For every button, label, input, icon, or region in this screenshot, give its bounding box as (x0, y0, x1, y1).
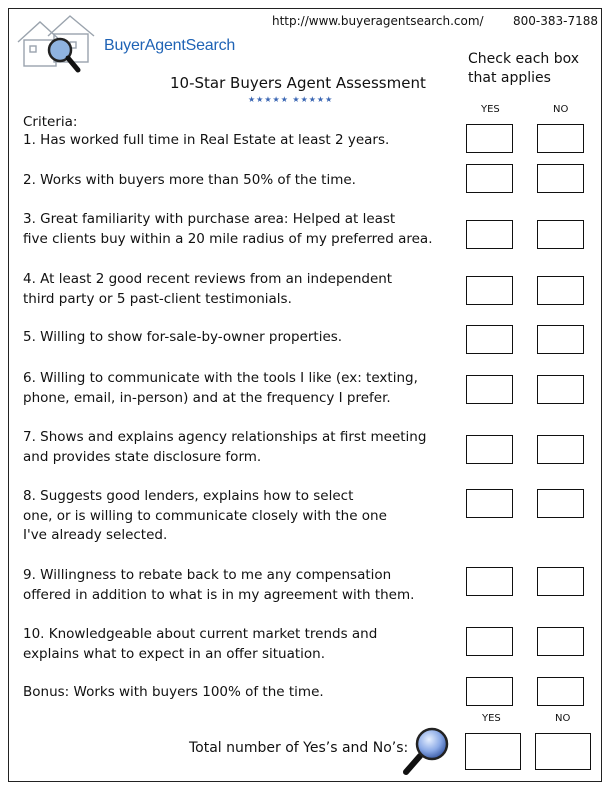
checkbox-no-3[interactable] (537, 220, 584, 249)
checkbox-yes-10[interactable] (466, 627, 513, 656)
checkbox-no-7[interactable] (537, 435, 584, 464)
total-yes-box[interactable] (465, 733, 521, 770)
totals-label: Total number of Yes’s and No’s: (189, 740, 409, 756)
criterion-8: 8. Suggests good lenders, explains how to select one, or is willing to communicate closely with the one I've already selected. (23, 488, 387, 543)
checkbox-yes-1[interactable] (466, 124, 513, 153)
checkbox-no-9[interactable] (537, 567, 584, 596)
magnifier-icon (398, 724, 458, 780)
checkbox-no-1[interactable] (537, 124, 584, 153)
star-rating-decoration: ★★★★★ ★★★★★ (248, 95, 334, 104)
checkbox-yes-7[interactable] (466, 435, 513, 464)
house-logo-icon (14, 12, 104, 78)
criterion-9: 9. Willingness to rebate back to me any compensation offered in addition to what is in my agreement with them. (23, 567, 415, 603)
checkbox-yes-bonus[interactable] (466, 677, 513, 706)
brand-name: BuyerAgentSearch (104, 37, 236, 54)
total-column-header-no: NO (555, 713, 571, 724)
criterion-4: 4. At least 2 good recent reviews from an independent third party or 5 past-client testimonials. (23, 271, 393, 307)
checkbox-yes-5[interactable] (466, 325, 513, 354)
criterion-6: 6. Willing to communicate with the tools I like (ex: texting, phone, email, in-person) and at the frequency I prefer. (23, 370, 418, 406)
criterion-7: 7. Shows and explains agency relationships at first meeting and provides state disclosure form. (23, 429, 427, 465)
checkbox-yes-9[interactable] (466, 567, 513, 596)
checkbox-yes-2[interactable] (466, 164, 513, 193)
instructions: Check each box that applies (468, 51, 580, 86)
checkbox-no-2[interactable] (537, 164, 584, 193)
total-no-box[interactable] (535, 733, 591, 770)
column-header-no: NO (553, 104, 569, 115)
criteria-heading: Criteria: (23, 114, 78, 130)
criterion-1: 1. Has worked full time in Real Estate at least 2 years. (23, 132, 390, 148)
checkbox-no-6[interactable] (537, 375, 584, 404)
checkbox-yes-3[interactable] (466, 220, 513, 249)
website-url[interactable]: http://www.buyeragentsearch.com/ (272, 14, 484, 28)
checkbox-yes-8[interactable] (466, 489, 513, 518)
checkbox-no-10[interactable] (537, 627, 584, 656)
page-title: 10-Star Buyers Agent Assessment (170, 74, 426, 92)
criterion-5: 5. Willing to show for-sale-by-owner properties. (23, 329, 343, 345)
criterion-2: 2. Works with buyers more than 50% of the time. (23, 172, 356, 188)
criterion-bonus: Bonus: Works with buyers 100% of the time. (23, 684, 324, 700)
checkbox-no-8[interactable] (537, 489, 584, 518)
checkbox-no-bonus[interactable] (537, 677, 584, 706)
checkbox-yes-4[interactable] (466, 276, 513, 305)
checkbox-no-4[interactable] (537, 276, 584, 305)
column-header-yes: YES (481, 104, 500, 115)
checkbox-yes-6[interactable] (466, 375, 513, 404)
criterion-3: 3. Great familiarity with purchase area: Helped at least five clients buy within a 20 mile radius of my preferred area. (23, 211, 433, 247)
criterion-10: 10. Knowledgeable about current market trends and explains what to expect in an offer situation. (23, 626, 378, 662)
checkbox-no-5[interactable] (537, 325, 584, 354)
phone-number: 800-383-7188 (513, 14, 599, 28)
total-column-header-yes: YES (482, 713, 501, 724)
